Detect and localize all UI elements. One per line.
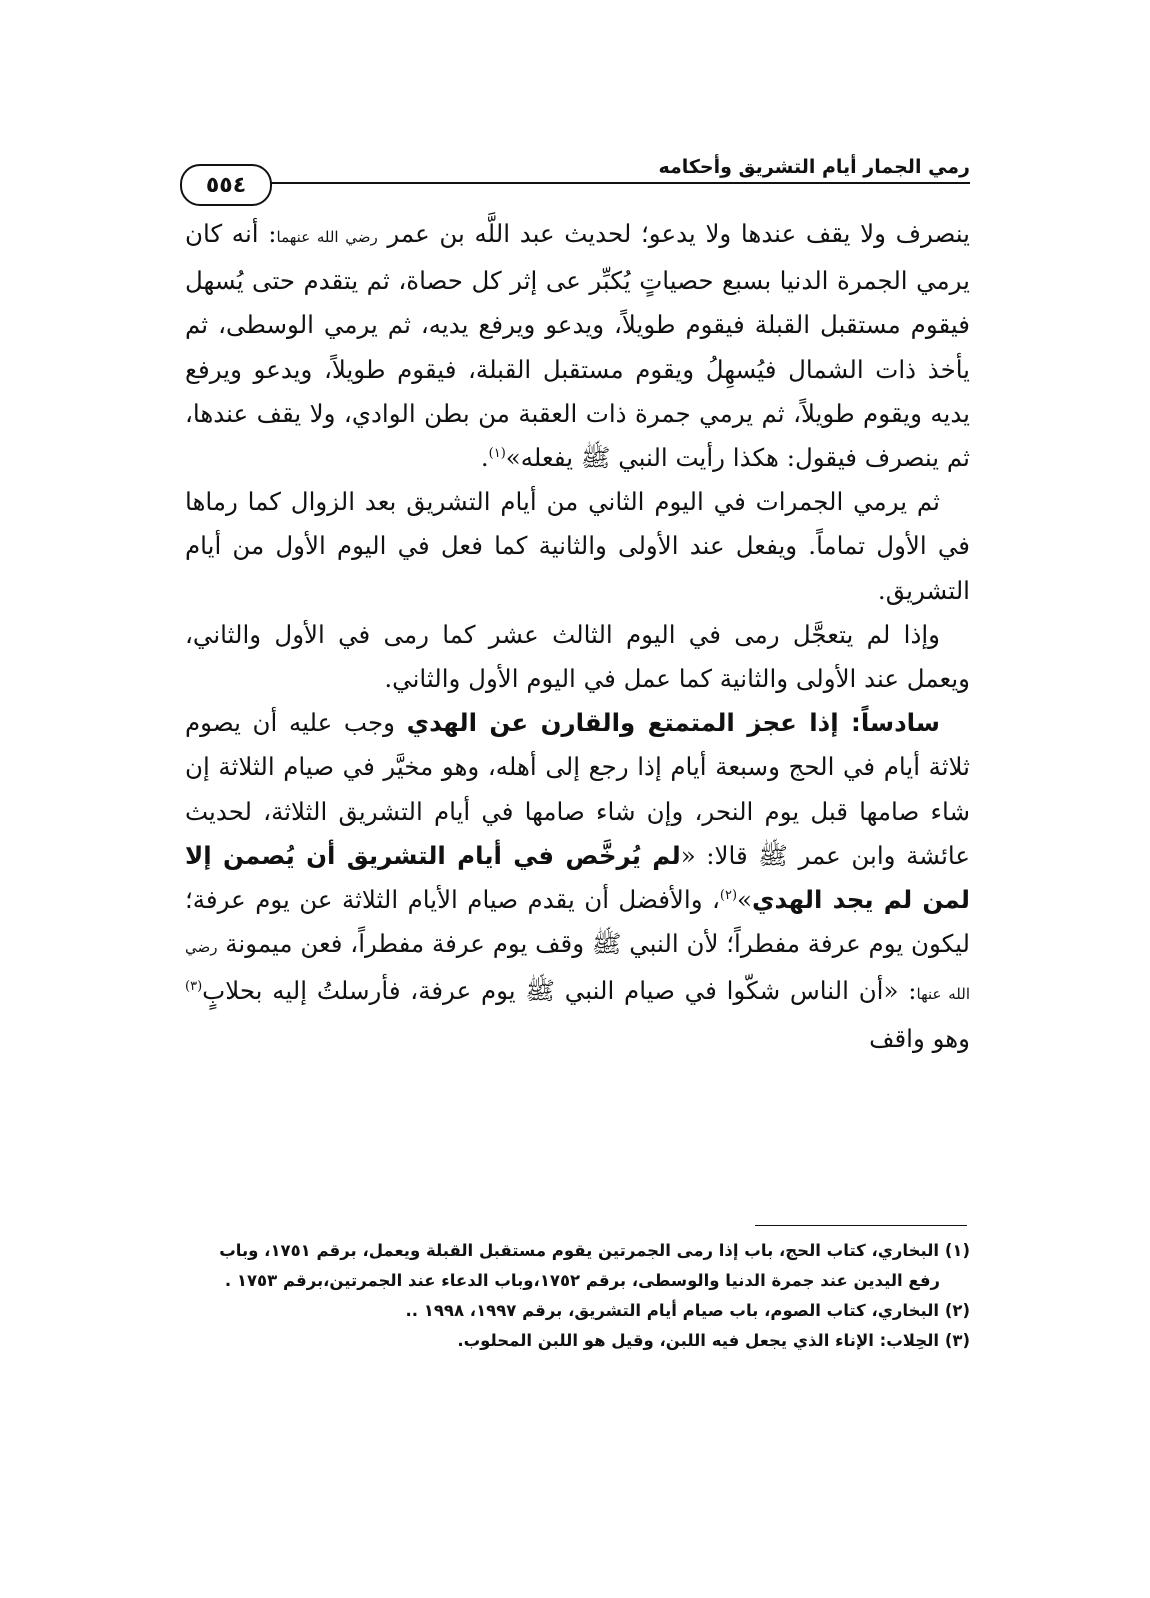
footnote-1-continuation: رفع اليدين عند جمرة الدنيا والوسطى، برقم ١٧٥٢،وباب الدعاء عند الجمرتين،برقم ١٧٥٣ . — [224, 1271, 940, 1290]
section-heading: سادساً: إذا عجز المتمتع والقارن عن الهدي — [406, 708, 940, 738]
footnotes — [183, 1236, 970, 1356]
paragraph-4-text-5: وهو واقف — [869, 1023, 970, 1053]
body-text — [185, 212, 970, 1061]
header-rule — [270, 182, 970, 184]
paragraph-1-main: : أنه كان يرمي الجمرة الدنيا بسبع حصياتٍ يُكبِّر عى إثر كل حصاة، ثم يتقدم حتى يُسهل فيقوم مستقبل القبلة فيقوم طويلاً، ويدعو ويرفع يديه، ثم يرمي الوسطى، ثم يأخذ ذات الشمال فيُسهِلُ ويقوم مستقبل القبلة، فيقوم طويلاً، ويدعو ويرفع يديه ويقوم طويلاً، ثم يرمي جمرة ذات العقبة من بطن الوادي، ولا يقف عندها، ثم ينصرف فيقول: هكذا رأيت النبي ﷺ يفعله» — [185, 219, 970, 473]
footnote-2: (٢) البخاري، كتاب الصوم، باب صيام أيام التشريق، برقم ١٩٩٧، ١٩٩٨ .. — [405, 1301, 970, 1320]
honorific: رضي الله عنهما — [276, 228, 378, 246]
honorific-2: رضي الله عنها — [184, 938, 970, 1004]
footnote-ref-1: (١) — [488, 445, 506, 461]
footnote-3: (٣) الحِلاب: الإناء الذي يجعل فيه اللبن، وقيل هو اللبن المحلوب. — [457, 1331, 970, 1350]
page-header — [180, 158, 970, 208]
paragraph-1-end: . — [480, 443, 489, 473]
footnote-1: (١) البخاري، كتاب الحج، باب إذا رمى الجمرتين يقوم مستقبل القبلة ويعمل، برقم ١٧٥١، وباب — [219, 1241, 970, 1260]
footnote-separator — [755, 1225, 967, 1226]
paragraph-2: ثم يرمي الجمرات في اليوم الثاني من أيام التشريق بعد الزوال كما رماها في الأول تماماً. ويفعل عند الأولى والثانية كما فعل في اليوم الأول من أيام التشريق. — [185, 487, 970, 605]
paragraph-4-text-3: ، والأفضل أن يقدم صيام الأيام الثلاثة عن يوم عرفة؛ ليكون يوم عرفة مفطراً؛ لأن النبي ﷺ وقف يوم عرفة مفطراً، فعن ميمونة — [185, 885, 970, 959]
running-title: رمي الجمار أيام التشريق وأحكامه — [658, 156, 970, 178]
paragraph-3: وإذا لم يتعجَّل رمى في اليوم الثالث عشر كما رمى في الأول والثاني، ويعمل عند الأولى والثانية كما عمل في اليوم الأول والثاني. — [185, 619, 970, 694]
paragraph-4-text-4: : «أن الناس شكّوا في صيام النبي ﷺ يوم عرفة، فأرسلتُ إليه بحلابٍ — [202, 976, 917, 1006]
page-number: ٥٥٤ — [180, 164, 272, 206]
paragraph-1 — [185, 212, 970, 480]
paragraph-4 — [185, 701, 970, 1061]
paragraph-4-text-1: وجب عليه أن يصوم ثلاثة أيام في الحج وسبعة أيام إذا رجع إلى أهله، وهو مخيَّر في صيام الثلاثة إن شاء صامها قبل يوم النحر، وإن شاء صامها في أيام التشريق الثلاثة، لحديث عائشة وابن عمر ﷺ قالا: « — [185, 708, 970, 870]
footnote-ref-3: (٣) — [185, 979, 203, 995]
paragraph-4-text-2: » — [737, 885, 753, 915]
hadith-quote: لم يُرخَّص في أيام التشريق أن يُصمن إلا لمن لم يجد الهدي — [185, 840, 971, 915]
paragraph-1-start: ينصرف ولا يقف عندها ولا يدعو؛ لحديث عبد اللَّه بن عمر — [387, 219, 970, 248]
footnote-ref-2: (٢) — [719, 887, 738, 903]
